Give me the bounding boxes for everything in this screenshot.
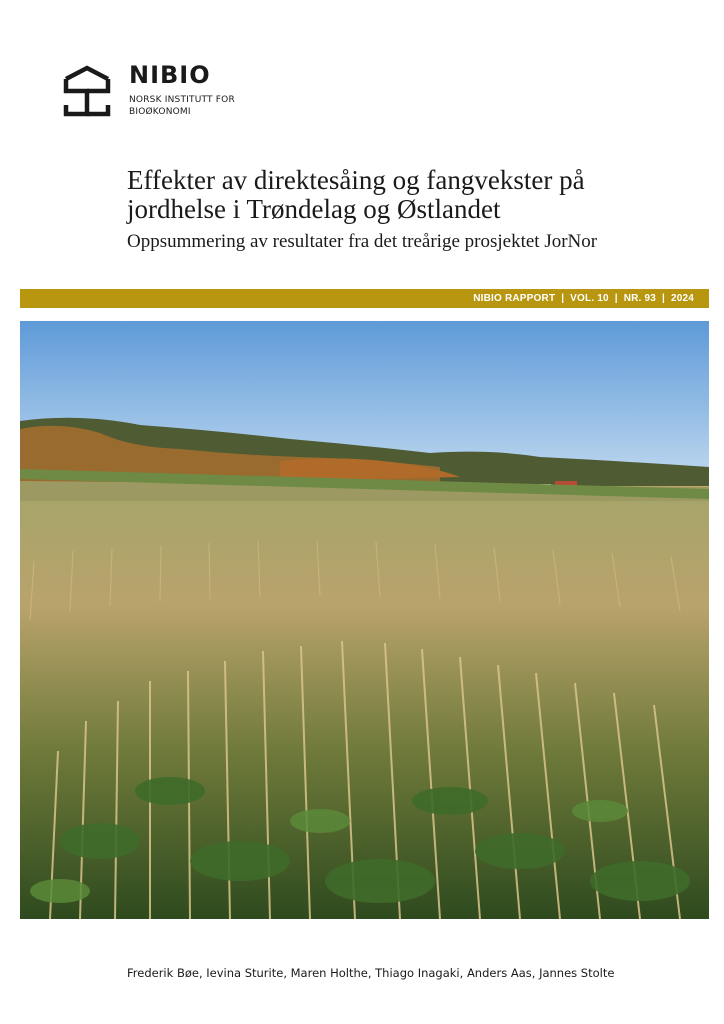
title-block (127, 166, 707, 253)
field-landscape-image (20, 321, 709, 919)
brand-subtitle (129, 94, 259, 118)
nibio-logo-icon (62, 65, 112, 117)
authors: Frederik Bøe, Ievina Sturite, Maren Holthe, Thiago Inagaki, Anders Aas, Jannes Stolte (127, 966, 615, 980)
brand-subtitle-line2: BIOØKONOMI (129, 107, 191, 117)
report-title-line2: jordhelse i Trøndelag og Østlandet (127, 194, 501, 224)
cover-photo (20, 321, 709, 919)
brand-name: NIBIO (129, 61, 211, 89)
report-subtitle: Oppsummering av resultater fra det treårige prosjektet JorNor (127, 231, 598, 252)
report-info-bar: NIBIO RAPPORT | VOL. 10 | NR. 93 | 2024 (20, 289, 709, 308)
report-title (127, 166, 707, 224)
brand-subtitle-line1: NORSK INSTITUTT FOR (129, 95, 235, 105)
nibio-logo (62, 63, 252, 123)
report-title-line1: Effekter av direktesåing og fangvekster på (127, 165, 585, 195)
